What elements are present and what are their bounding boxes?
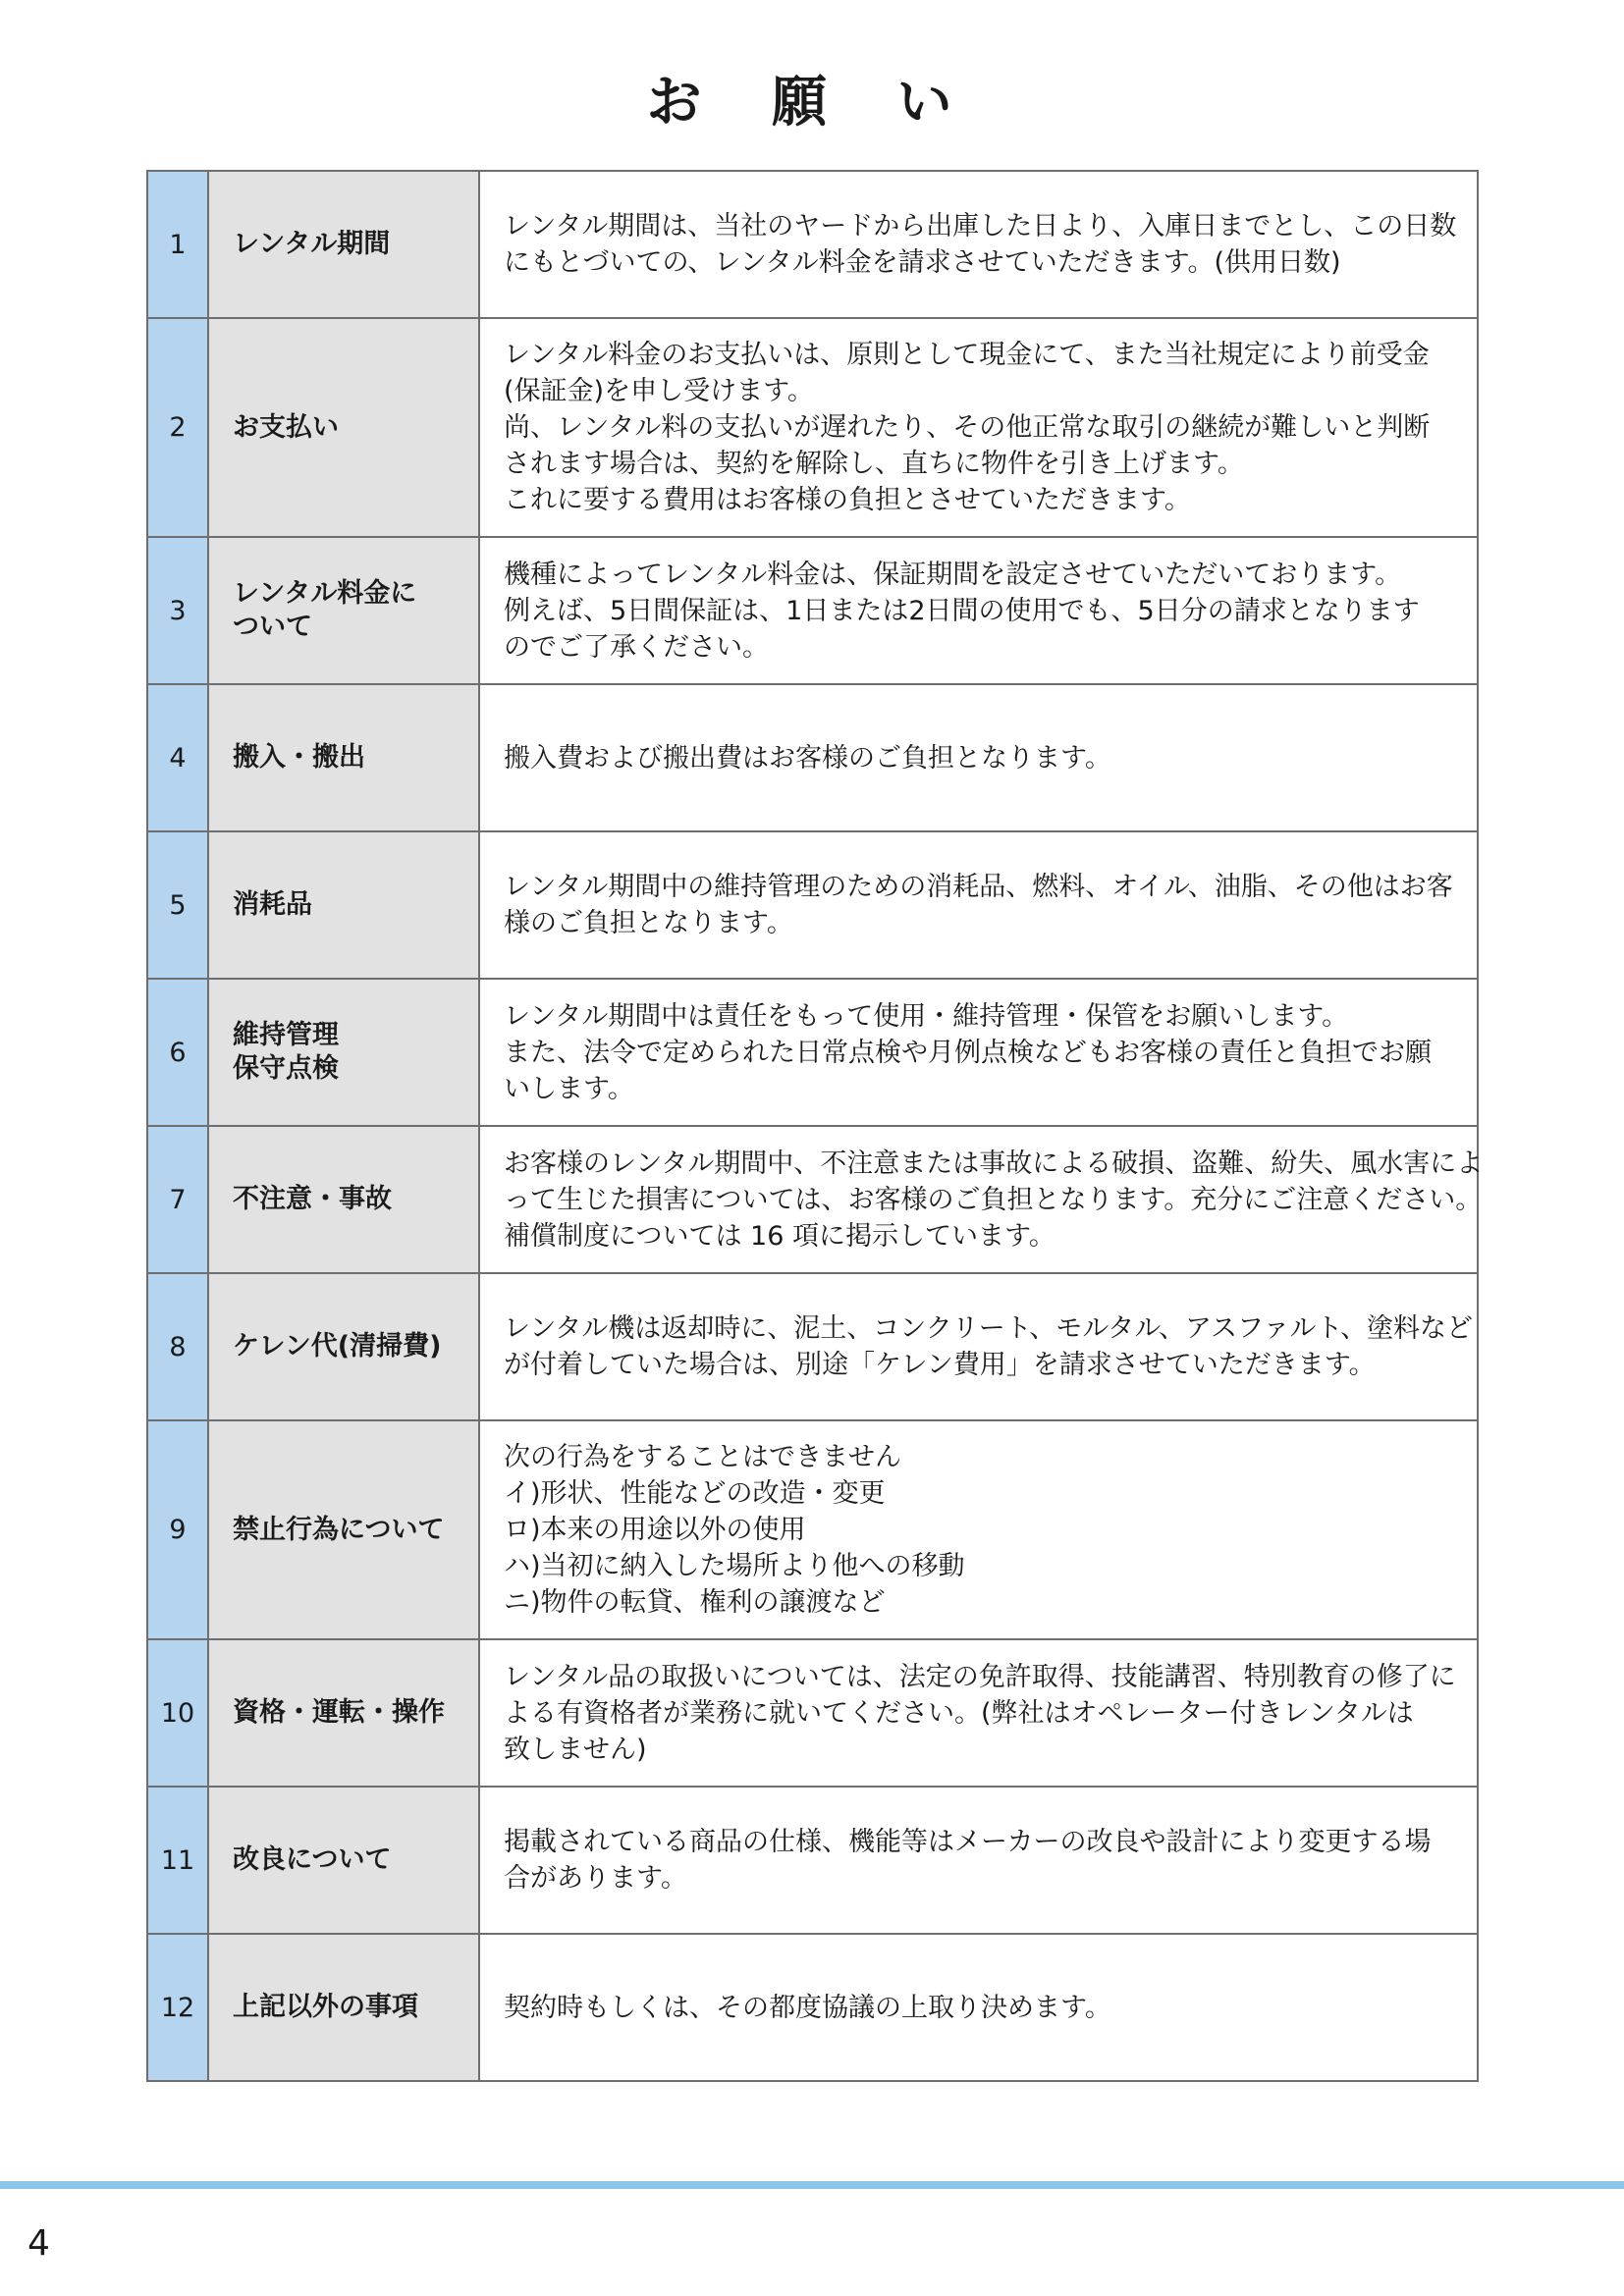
row-item-label [208, 1787, 479, 1934]
row-item-label [208, 1126, 479, 1273]
table-row [147, 318, 1478, 537]
item-label-line: レンタル期間 [233, 229, 391, 259]
table-row [147, 537, 1478, 684]
row-description [479, 1273, 1478, 1420]
table-row [147, 684, 1478, 831]
row-description [479, 537, 1478, 684]
description-line: 致しません) [504, 1734, 647, 1765]
description-line: いします。 [504, 1073, 634, 1104]
table-row [147, 979, 1478, 1126]
description-line: レンタル期間中の維持管理のための消耗品、燃料、オイル、油脂、その他はお客 [504, 872, 1453, 902]
page-number: 4 [27, 2223, 50, 2264]
item-label-line: ケレン代(清掃費) [233, 1331, 442, 1362]
item-label-line: 上記以外の事項 [233, 1992, 418, 2022]
item-label-line: 改良について [233, 1844, 392, 1875]
description-line: イ)形状、性能などの改造・変更 [504, 1478, 886, 1509]
row-item-label [208, 1639, 479, 1787]
row-description [479, 1934, 1478, 2081]
description-line: レンタル料金のお支払いは、原則として現金にて、また当社規定により前受金 [504, 340, 1430, 370]
description-line: お客様のレンタル期間中、不注意または事故による破損、盗難、紛失、風水害によ [504, 1148, 1484, 1179]
table-row [147, 1126, 1478, 1273]
table-row [147, 831, 1478, 979]
row-description [479, 979, 1478, 1126]
description-line: 次の行為をすることはできません [504, 1442, 901, 1472]
description-line: 合があります。 [504, 1863, 687, 1894]
row-number: 2 [147, 318, 208, 537]
row-description [479, 1639, 1478, 1787]
item-label-line: 消耗品 [233, 889, 312, 920]
row-item-label [208, 537, 479, 684]
table-row [147, 171, 1478, 318]
table-row [147, 1787, 1478, 1934]
description-line: って生じた損害については、お客様のご負担となります。充分にご注意ください。 [504, 1184, 1483, 1215]
row-item-label [208, 1420, 479, 1639]
description-line: また、法令で定められた日常点検や月例点検などもお客様の責任と負担でお願 [504, 1037, 1432, 1068]
item-label-line: ついて [233, 612, 312, 642]
notice-table [146, 170, 1484, 2082]
description-line: レンタル機は返却時に、泥土、コンクリート、モルタル、アスファルト、塗料など [504, 1313, 1473, 1344]
item-label-line: 保守点検 [233, 1053, 339, 1084]
row-description [479, 1787, 1478, 1934]
row-number: 6 [147, 979, 208, 1126]
row-description [479, 684, 1478, 831]
page-title: お 願 い [646, 71, 978, 134]
row-item-label [208, 831, 479, 979]
description-line: ロ)本来の用途以外の使用 [504, 1515, 806, 1545]
description-line: 様のご負担となります。 [504, 908, 793, 938]
row-number: 9 [147, 1420, 208, 1639]
row-number: 11 [147, 1787, 208, 1934]
row-number: 3 [147, 537, 208, 684]
description-line: これに要する費用はお客様の負担とさせていただきます。 [504, 485, 1191, 515]
notice-table-body [147, 171, 1484, 2081]
row-description [479, 318, 1478, 537]
item-label-line: 不注意・事故 [233, 1184, 392, 1214]
row-item-label [208, 318, 479, 537]
item-label-line: お支払い [233, 411, 339, 443]
row-number: 4 [147, 684, 208, 831]
row-number: 12 [147, 1934, 208, 2081]
item-label-line: 禁止行為について [233, 1514, 445, 1545]
item-label-line: 搬入・搬出 [233, 742, 365, 773]
description-line: 補償制度については 16 項に掲示しています。 [504, 1220, 1056, 1252]
description-line: 機種によってレンタル料金は、保証期間を設定させていただいております。 [504, 559, 1402, 590]
row-description [479, 1420, 1478, 1639]
row-description [479, 831, 1478, 979]
row-item-label [208, 171, 479, 318]
description-line: 搬入費および搬出費はお客様のご負担となります。 [504, 742, 1111, 774]
item-label-line: 資格・運転・操作 [233, 1697, 445, 1728]
description-line: 契約時もしくは、その都度協議の上取り決めます。 [504, 1992, 1111, 2023]
item-label-line: レンタル料金に [233, 578, 417, 609]
footer-rule [0, 2181, 1624, 2189]
row-description [479, 1126, 1484, 1273]
description-line: のでご了承ください。 [504, 631, 769, 663]
table-row [147, 1273, 1478, 1420]
description-line: レンタル期間中は責任をもって使用・維持管理・保管をお願いします。 [504, 1000, 1349, 1032]
row-description [479, 171, 1478, 318]
row-item-label [208, 1273, 479, 1420]
description-line: にもとづいての、レンタル料金を請求させていただきます。(供用日数) [504, 247, 1341, 278]
row-item-label [208, 1934, 479, 2081]
table-row [147, 1934, 1478, 2081]
description-line: レンタル品の取扱いについては、法定の免許取得、技能講習、特別教育の修了に [504, 1661, 1456, 1692]
description-line: よる有資格者が業務に就いてください。(弊社はオペレーター付きレンタルは [504, 1697, 1414, 1729]
description-line: レンタル期間は、当社のヤードから出庫した日より、入庫日までとし、この日数 [504, 211, 1457, 241]
item-label-line: 維持管理 [233, 1020, 339, 1050]
row-number: 7 [147, 1126, 208, 1273]
table-row [147, 1420, 1478, 1639]
description-line: (保証金)を申し受けます。 [504, 376, 814, 406]
row-number: 5 [147, 831, 208, 979]
description-line: 掲載されている商品の仕様、機能等はメーカーの改良や設計により変更する場 [504, 1827, 1432, 1857]
table-row [147, 1639, 1478, 1787]
description-line: 例えば、5日間保証は、1日または2日間の使用でも、5日分の請求となります [504, 595, 1420, 626]
description-line: が付着していた場合は、別途「ケレン費用」を請求させていただきます。 [504, 1350, 1376, 1380]
row-number: 1 [147, 171, 208, 318]
description-line: されます場合は、契約を解除し、直ちに物件を引き上げます。 [504, 449, 1244, 479]
description-line: ハ)当初に納入した場所より他への移動 [504, 1551, 965, 1581]
description-line: ニ)物件の転貸、権利の譲渡など [504, 1587, 886, 1618]
row-number: 8 [147, 1273, 208, 1420]
row-item-label [208, 684, 479, 831]
row-item-label [208, 979, 479, 1126]
row-number: 10 [147, 1639, 208, 1787]
description-line: 尚、レンタル料の支払いが遅れたり、その他正常な取引の継続が難しいと判断 [504, 412, 1431, 443]
